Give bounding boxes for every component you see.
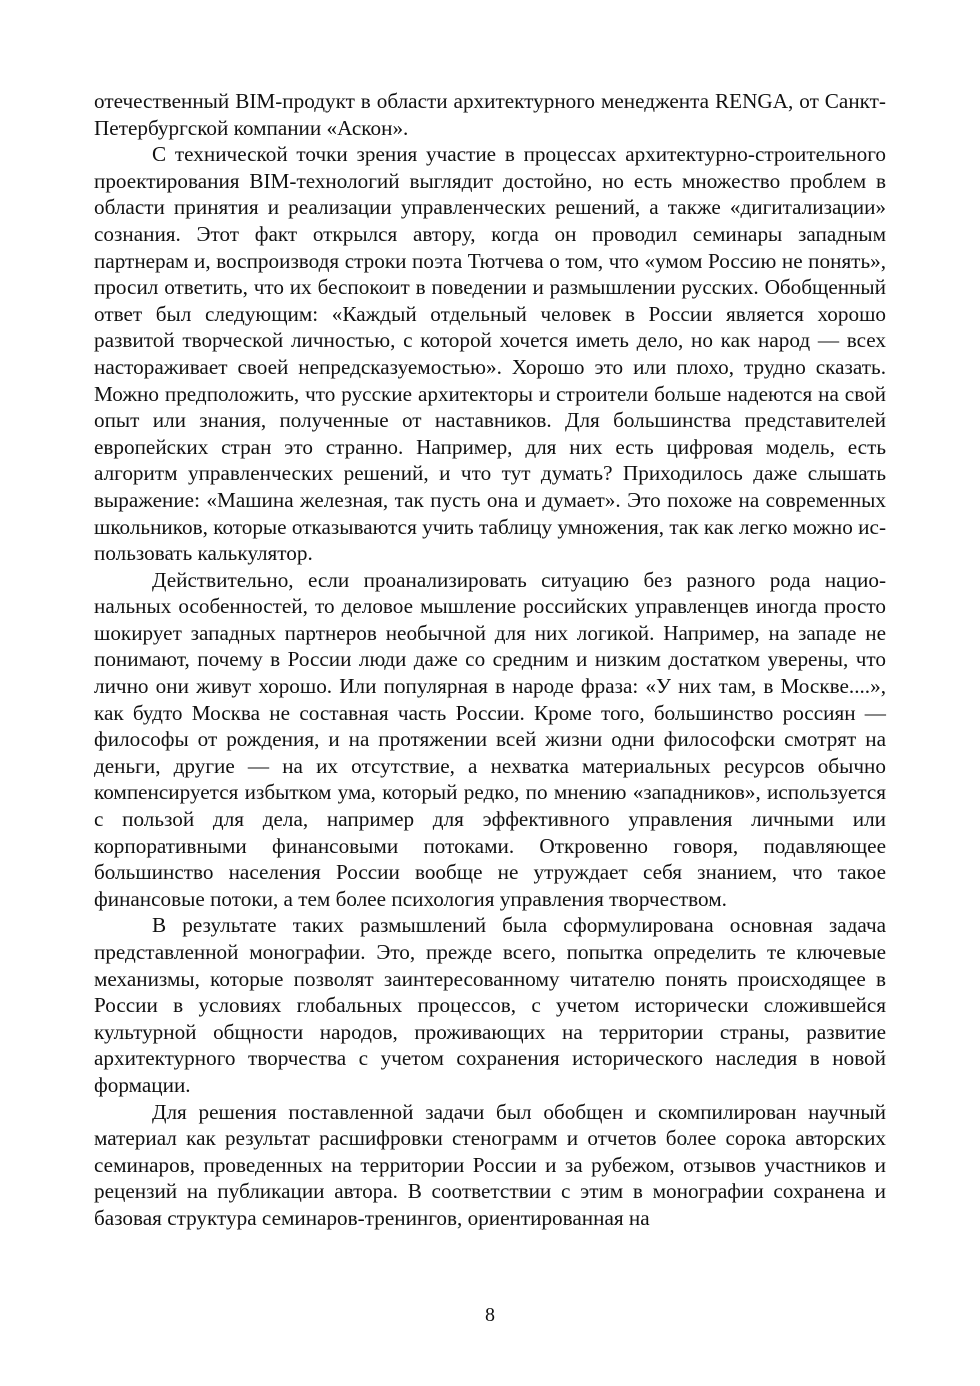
- paragraph-monograph-goal: В результате таких размышлений была сформулирована основная задача представленной монографии. Это, прежде всего, попытка определить те ключевые механизмы, которые позволят заинтересованному читателю понять происходящее в России в условиях глобальных процессов, с учетом исторически сложившейся культурной общности народов, проживающих на территории страны, развитие архитектурного творчества с учетом сохранения исторического наследия в новой формации.: [94, 913, 886, 1097]
- paragraph-methodology: Для решения поставленной задачи был обобщен и скомпилирован научный материал как результат расшифровки стенограмм и отчетов более сорока авторских семинаров, проведенных на территории России и за рубежом, отзывов участников и рецензий на публикации автора. В соответствии с этим в монографии сохранена и базовая структура семинаров-тренингов, ориентированная на: [94, 1099, 886, 1230]
- paragraph-technical-view: С технической точки зрения участие в процессах архитектурно-строительного проектирования BIM-технологий выглядит достойно, но есть множество проблем в области принятия и реализации управленческих решений, а также «дигитализации» сознания. Этот факт открылся автору, когда он проводил семинары западным партнерам и, воспроизводя строки поэта Тютчева о том, что «умом Россию не понять», просил ответить, что их беспокоит в поведении и размышлении русских. Обобщенный ответ был следующим: «Каждый отдельный человек в России является хорошо развитой творческой личностью, с которой хочется иметь дело, но как народ — всех настораживает своей непредсказуемостью». Хорошо это или плохо, трудно сказать. Можно предположить, что русские архитекторы и строители больше надеются на свой опыт или знания, полученные от наставников. Для большинства представителей европейских стран это странно. Например, для них есть цифровая модель, есть алгоритм управленческих решений, и что тут думать? Приходилось даже слышать выражение: «Машина железная, так пусть она и думает». Это похоже на современных школьников, которые отказываются учить таблицу умножения, так как легко можно использовать калькулятор.: [94, 142, 886, 566]
- paragraph-continuation: отечественный BIM-продукт в области архитектурного менеджента RENGA, от Санкт-Петербургской компании «Аскон».: [94, 89, 886, 140]
- page-number: 8: [485, 1304, 495, 1326]
- page-body: [94, 88, 886, 1232]
- paragraph-business-thinking: Действительно, если проанализировать ситуацию без разного рода национальных особенностей, то деловое мышление российских управленцев иногда просто шокирует западных партнеров необычной для них логикой. Например, на западе не понимают, почему в России люди даже со средним и низким достатком уверены, что лично они живут хорошо. Или популярная в народе фраза: «У них там, в Москве....», как будто Москва не составная часть России. Кроме того, большинство россиян — философы от рождения, и на протяжении всей жизни одни философски смотрят на деньги, другие — на их отсутствие, а нехватка материальных ресурсов обычно компенсируется избытком ума, который редко, по мнению «западников», используется с пользой для дела, например для эффективного управления личными или корпоративными финансовыми потоками. Откровенно говоря, подавляющее большинство населения России вообще не утруждает себя знанием, что такое финансовые потоки, а тем более психология управления творчеством.: [94, 567, 886, 911]
